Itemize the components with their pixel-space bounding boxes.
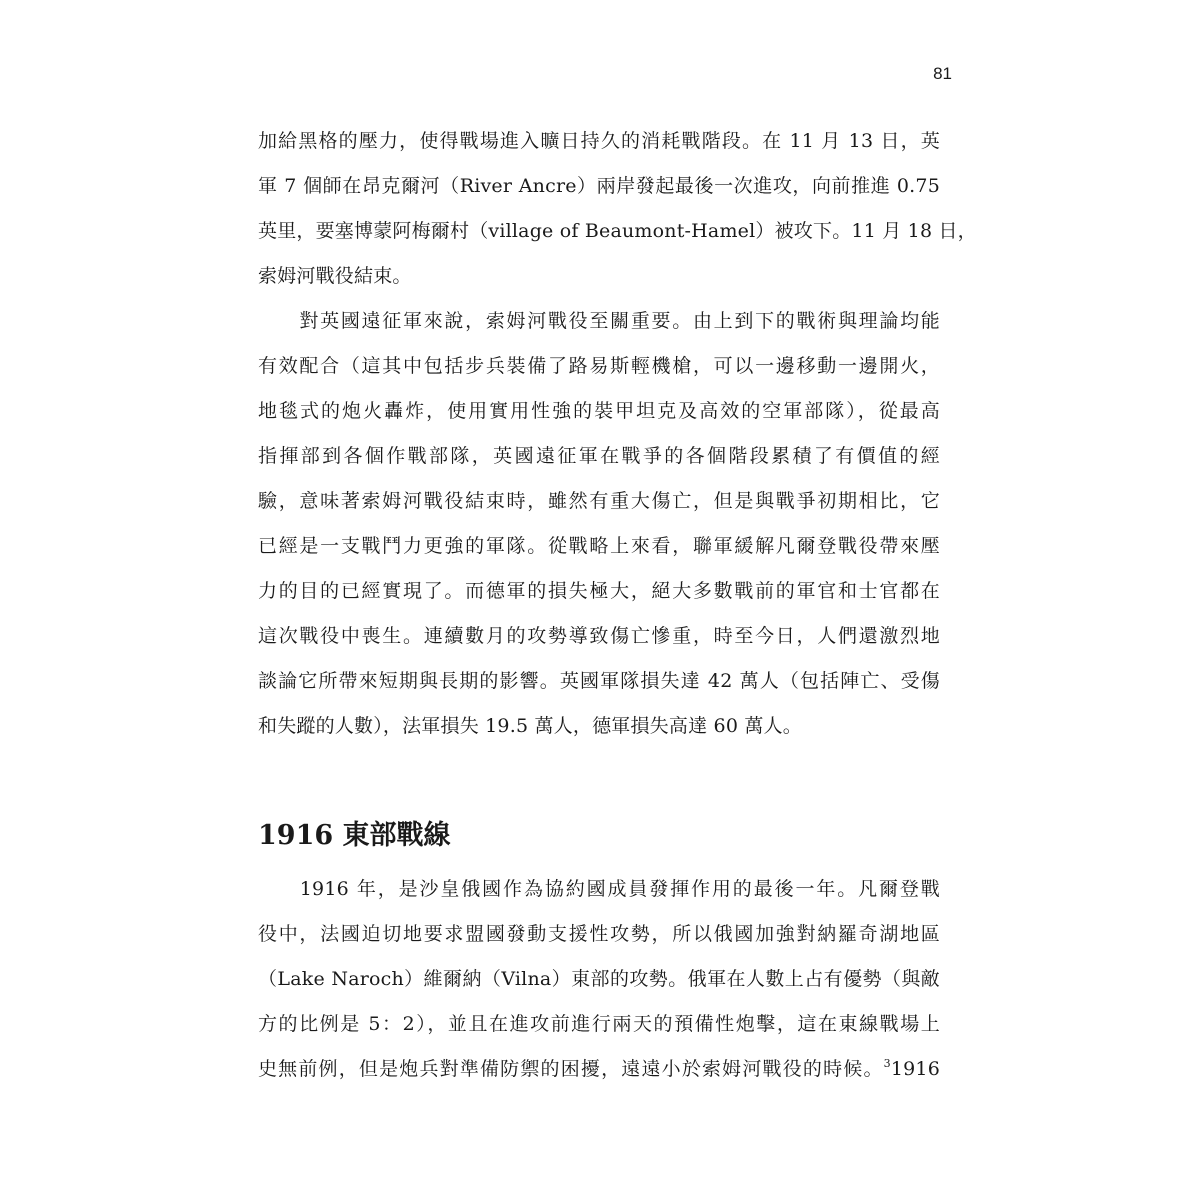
text-line: 英里，要塞博蒙阿梅爾村（village of Beaumont-Hamel）被攻下。11 月 18 日， <box>258 220 977 242</box>
text-line: 方的比例是 5：2），並且在進攻前進行兩天的預備性炮擊，這在東線戰場上 <box>258 1013 940 1035</box>
text-line: 地毯式的炮火轟炸，使用實用性強的裝甲坦克及高效的空軍部隊），從最高 <box>258 400 940 422</box>
text-line: 對英國遠征軍來說，索姆河戰役至關重要。由上到下的戰術與理論均能 <box>258 310 940 332</box>
text-line: 和失蹤的人數），法軍損失 19.5 萬人，德軍損失高達 60 萬人。 <box>258 715 802 737</box>
text-line: 談論它所帶來短期與長期的影響。英國軍隊損失達 42 萬人（包括陣亡、受傷 <box>258 670 940 692</box>
text-line: 這次戰役中喪生。連續數月的攻勢導致傷亡慘重，時至今日，人們還激烈地 <box>258 625 940 647</box>
section-heading: 1916 東部戰線 <box>258 820 451 851</box>
text-line: 軍 7 個師在昂克爾河（River Ancre）兩岸發起最後一次進攻，向前推進 0.75 <box>258 175 940 197</box>
paragraph-somme-significance <box>258 299 940 749</box>
text-line: 役中，法國迫切地要求盟國發動支援性攻勢，所以俄國加強對納羅奇湖地區 <box>258 923 940 945</box>
text-fragment: 1916 <box>890 1058 940 1080</box>
paragraph-eastern-front <box>258 867 940 1092</box>
text-fragment: 史無前例，但是炮兵對準備防禦的困擾，遠遠小於索姆河戰役的時候。 <box>258 1058 884 1080</box>
text-line: 已經是一支戰鬥力更強的軍隊。從戰略上來看，聯軍緩解凡爾登戰役帶來壓 <box>258 535 940 557</box>
text-line: 力的目的已經實現了。而德軍的損失極大，絕大多數戰前的軍官和士官都在 <box>258 580 940 602</box>
footnote-marker[interactable]: 3 <box>883 1057 891 1070</box>
text-line: 索姆河戰役結束。 <box>258 265 412 287</box>
text-line: （Lake Naroch）維爾納（Vilna）東部的攻勢。俄軍在人數上占有優勢（與敵 <box>258 968 940 990</box>
paragraph-somme-end <box>258 119 977 299</box>
text-line: 有效配合（這其中包括步兵裝備了路易斯輕機槍，可以一邊移動一邊開火， <box>258 355 940 377</box>
text-line-with-footnote <box>258 1047 940 1092</box>
text-line: 1916 年，是沙皇俄國作為協約國成員發揮作用的最後一年。凡爾登戰 <box>258 878 940 900</box>
text-line: 指揮部到各個作戰部隊，英國遠征軍在戰爭的各個階段累積了有價值的經 <box>258 445 940 467</box>
page-number: 81 <box>933 64 952 83</box>
text-line: 驗，意味著索姆河戰役結束時，雖然有重大傷亡，但是與戰爭初期相比，它 <box>258 490 940 512</box>
text-line: 加給黑格的壓力，使得戰場進入曠日持久的消耗戰階段。在 11 月 13 日，英 <box>258 130 940 152</box>
